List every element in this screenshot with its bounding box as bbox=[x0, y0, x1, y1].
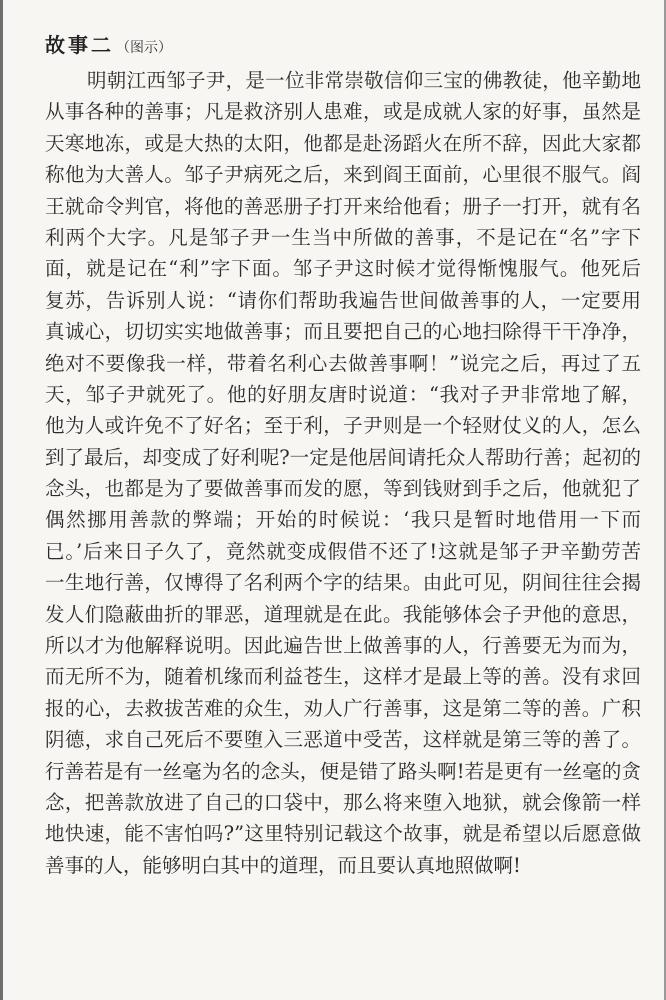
story-title: 故事二 bbox=[45, 33, 114, 57]
text-line: 明朝江西邹子尹，是一位非常崇敬信仰三宝的佛教徒，他辛勤地 bbox=[87, 69, 641, 92]
text-line: 一生地行善，仅博得了名利两个字的结果。由此可见，阴间往往会揭 bbox=[45, 571, 641, 595]
text-line: 称他为大善人。邹子尹病死之后，来到阎王面前，心里很不服气。阎 bbox=[45, 163, 641, 187]
text-line: 绝对不要像我一样，带着名利心去做善事啊！”说完之后，再过了五 bbox=[45, 351, 641, 375]
text-line: 他为人或许免不了好名；至于利，子尹则是一个轻财仗义的人，怎么 bbox=[45, 414, 641, 438]
text-line: 念，把善款放进了自己的口袋中，那么将来堕入地狱，就会像箭一样 bbox=[45, 790, 641, 814]
text-line: 已。’后来日子久了，竟然就变成假借不还了!这就是邹子尹辛勤劳苦 bbox=[45, 539, 641, 563]
text-line: 真诚心，切切实实地做善事；而且要把自己的心地扫除得干干净净， bbox=[45, 320, 641, 344]
text-line: 发人们隐蔽曲折的罪恶，道理就是在此。我能够体会子尹他的意思， bbox=[45, 602, 641, 626]
text-line: 报的心，去救拔苦难的众生，劝人广行善事，这是第二等的善。广积 bbox=[45, 696, 641, 720]
story-heading bbox=[45, 30, 172, 60]
text-line: 所以才为他解释说明。因此遍告世上做善事的人，行善要无为而为， bbox=[45, 634, 641, 658]
text-line: 行善若是有一丝毫为名的念头，便是错了路头啊!若是更有一丝毫的贪 bbox=[45, 759, 641, 783]
text-line: 地快速，能不害怕吗?”这里特别记载这个故事，就是希望以后愿意做 bbox=[45, 822, 641, 846]
text-line: 念头，也都是为了要做善事而发的愿，等到钱财到手之后，他就犯了 bbox=[45, 477, 641, 501]
text-line: 天，邹子尹就死了。他的好朋友唐时说道：“我对子尹非常地了解， bbox=[45, 382, 641, 406]
text-line: 而无所不为，随着机缘而利益苍生，这样才是最上等的善。没有求回 bbox=[45, 665, 641, 689]
text-line: 善事的人，能够明白其中的道理，而且要认真地照做啊! bbox=[45, 853, 521, 877]
text-line: 从事各种的善事；凡是救济别人患难，或是成就人家的好事，虽然是 bbox=[45, 100, 641, 124]
text-line: 阴德，求自己死后不要堕入三恶道中受苦，这样就是第三等的善了。 bbox=[45, 728, 641, 752]
text-line: 到了最后，却变成了好利呢?一定是他居间请托众人帮助行善；起初的 bbox=[45, 445, 641, 469]
text-line: 天寒地冻，或是大热的太阳，他都是赴汤蹈火在所不辞，因此大家都 bbox=[45, 131, 641, 155]
story-body bbox=[45, 65, 641, 881]
text-line: 复苏，告诉别人说：“请你们帮助我遍告世间做善事的人，一定要用 bbox=[45, 288, 641, 312]
text-line: 偶然挪用善款的弊端；开始的时候说：‘我只是暂时地借用一下而 bbox=[45, 508, 641, 532]
text-line: 王就命令判官，将他的善恶册子打开来给他看；册子一打开，就有名 bbox=[45, 194, 641, 218]
story-subtitle: （图示） bbox=[116, 40, 172, 56]
text-line: 面，就是记在“利”字下面。邹子尹这时候才觉得惭愧服气。他死后 bbox=[45, 257, 641, 281]
text-line: 利两个大字。凡是邹子尹一生当中所做的善事，不是记在“名”字下 bbox=[45, 225, 641, 249]
